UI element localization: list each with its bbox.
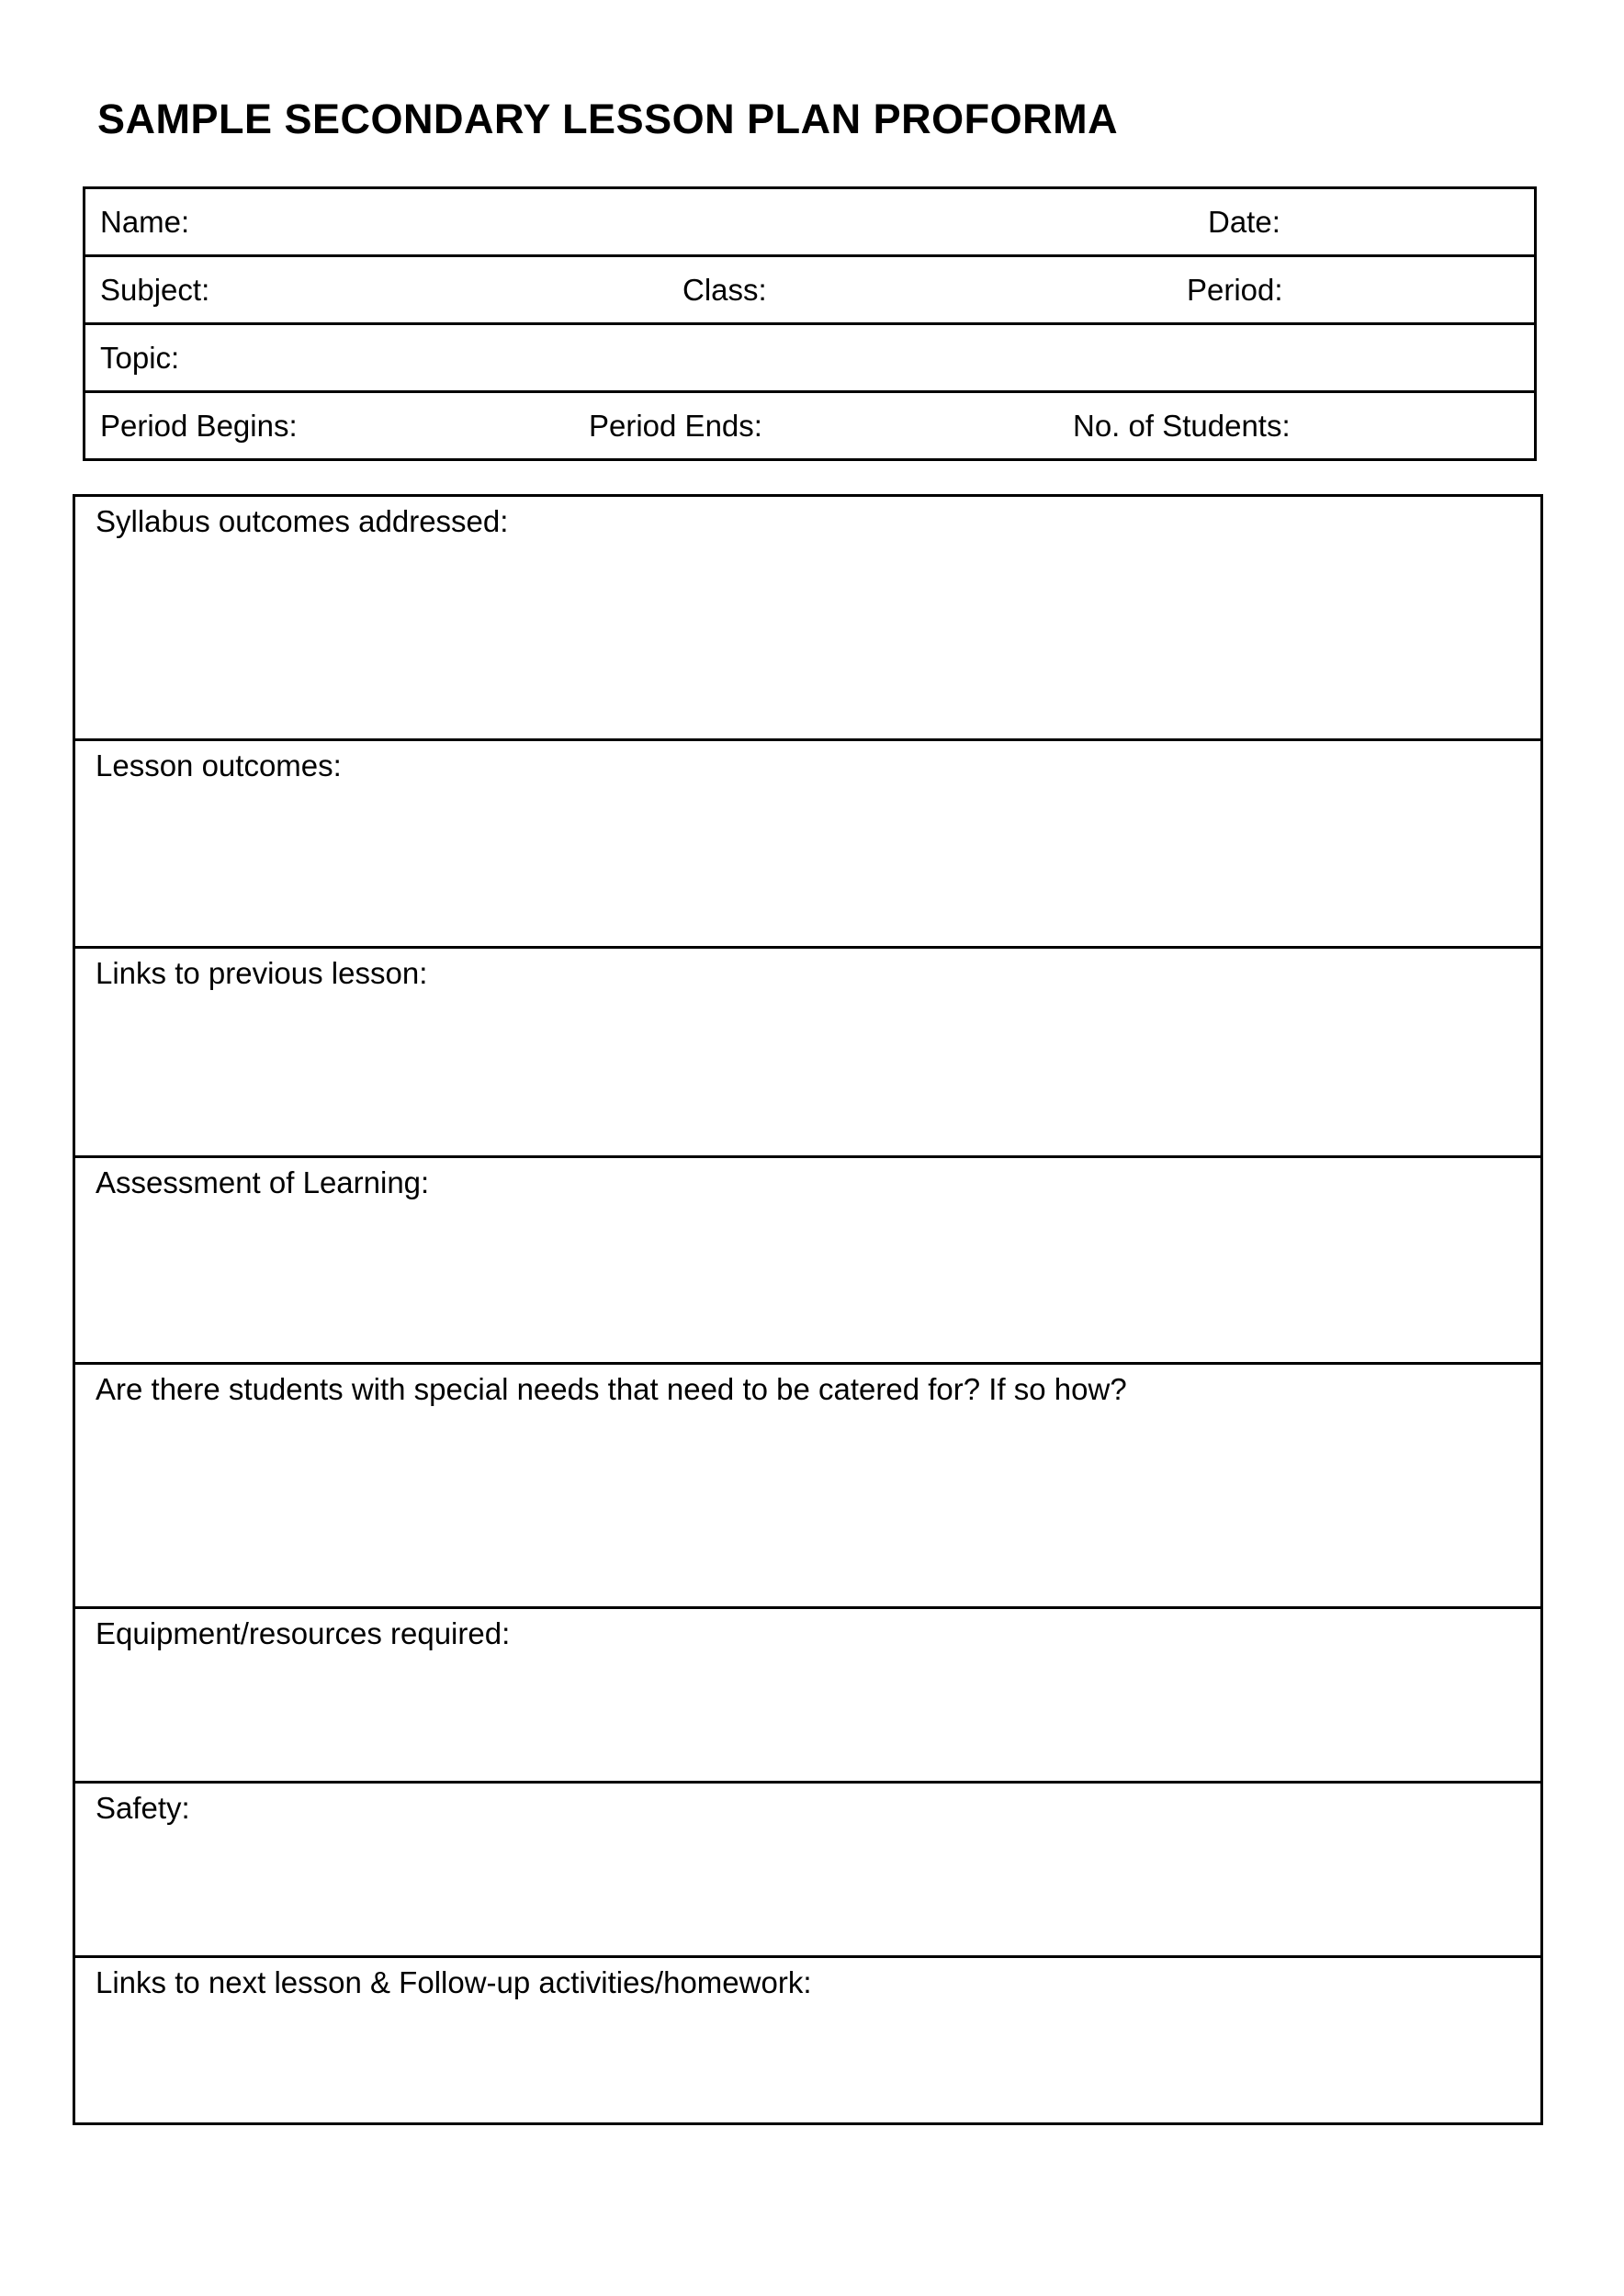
topic-label: Topic: <box>100 340 180 375</box>
class-label: Class: <box>682 272 767 307</box>
period-ends-label: Period Ends: <box>589 408 762 443</box>
section-lesson-outcomes <box>75 741 1540 949</box>
links-previous-lesson-label: Links to previous lesson: <box>96 956 428 990</box>
section-special-needs <box>75 1365 1540 1609</box>
section-equipment-resources <box>75 1609 1540 1784</box>
syllabus-outcomes-label: Syllabus outcomes addressed: <box>96 504 509 538</box>
page-title: SAMPLE SECONDARY LESSON PLAN PROFORMA <box>97 96 1119 142</box>
info-row-subject-class-period <box>85 257 1534 325</box>
section-links-next-lesson <box>75 1958 1540 2122</box>
no-of-students-label: No. of Students: <box>1073 408 1291 443</box>
info-row-topic <box>85 325 1534 393</box>
special-needs-label: Are there students with special needs that need to be catered for? If so how? <box>96 1372 1127 1406</box>
date-label: Date: <box>1208 204 1280 239</box>
name-label: Name: <box>100 204 190 239</box>
assessment-of-learning-label: Assessment of Learning: <box>96 1165 430 1199</box>
info-table <box>83 186 1537 461</box>
period-label: Period: <box>1187 272 1283 307</box>
section-safety <box>75 1784 1540 1958</box>
section-assessment-of-learning <box>75 1158 1540 1365</box>
section-links-previous-lesson <box>75 949 1540 1158</box>
info-row-period-times <box>85 393 1534 458</box>
sections-table <box>73 494 1543 2125</box>
safety-label: Safety: <box>96 1791 190 1825</box>
links-next-lesson-label: Links to next lesson & Follow-up activities/homework: <box>96 1965 812 1999</box>
section-syllabus-outcomes <box>75 497 1540 741</box>
period-begins-label: Period Begins: <box>100 408 298 443</box>
info-row-name-date <box>85 189 1534 257</box>
equipment-resources-label: Equipment/resources required: <box>96 1616 511 1650</box>
subject-label: Subject: <box>100 272 210 307</box>
lesson-outcomes-label: Lesson outcomes: <box>96 748 342 782</box>
